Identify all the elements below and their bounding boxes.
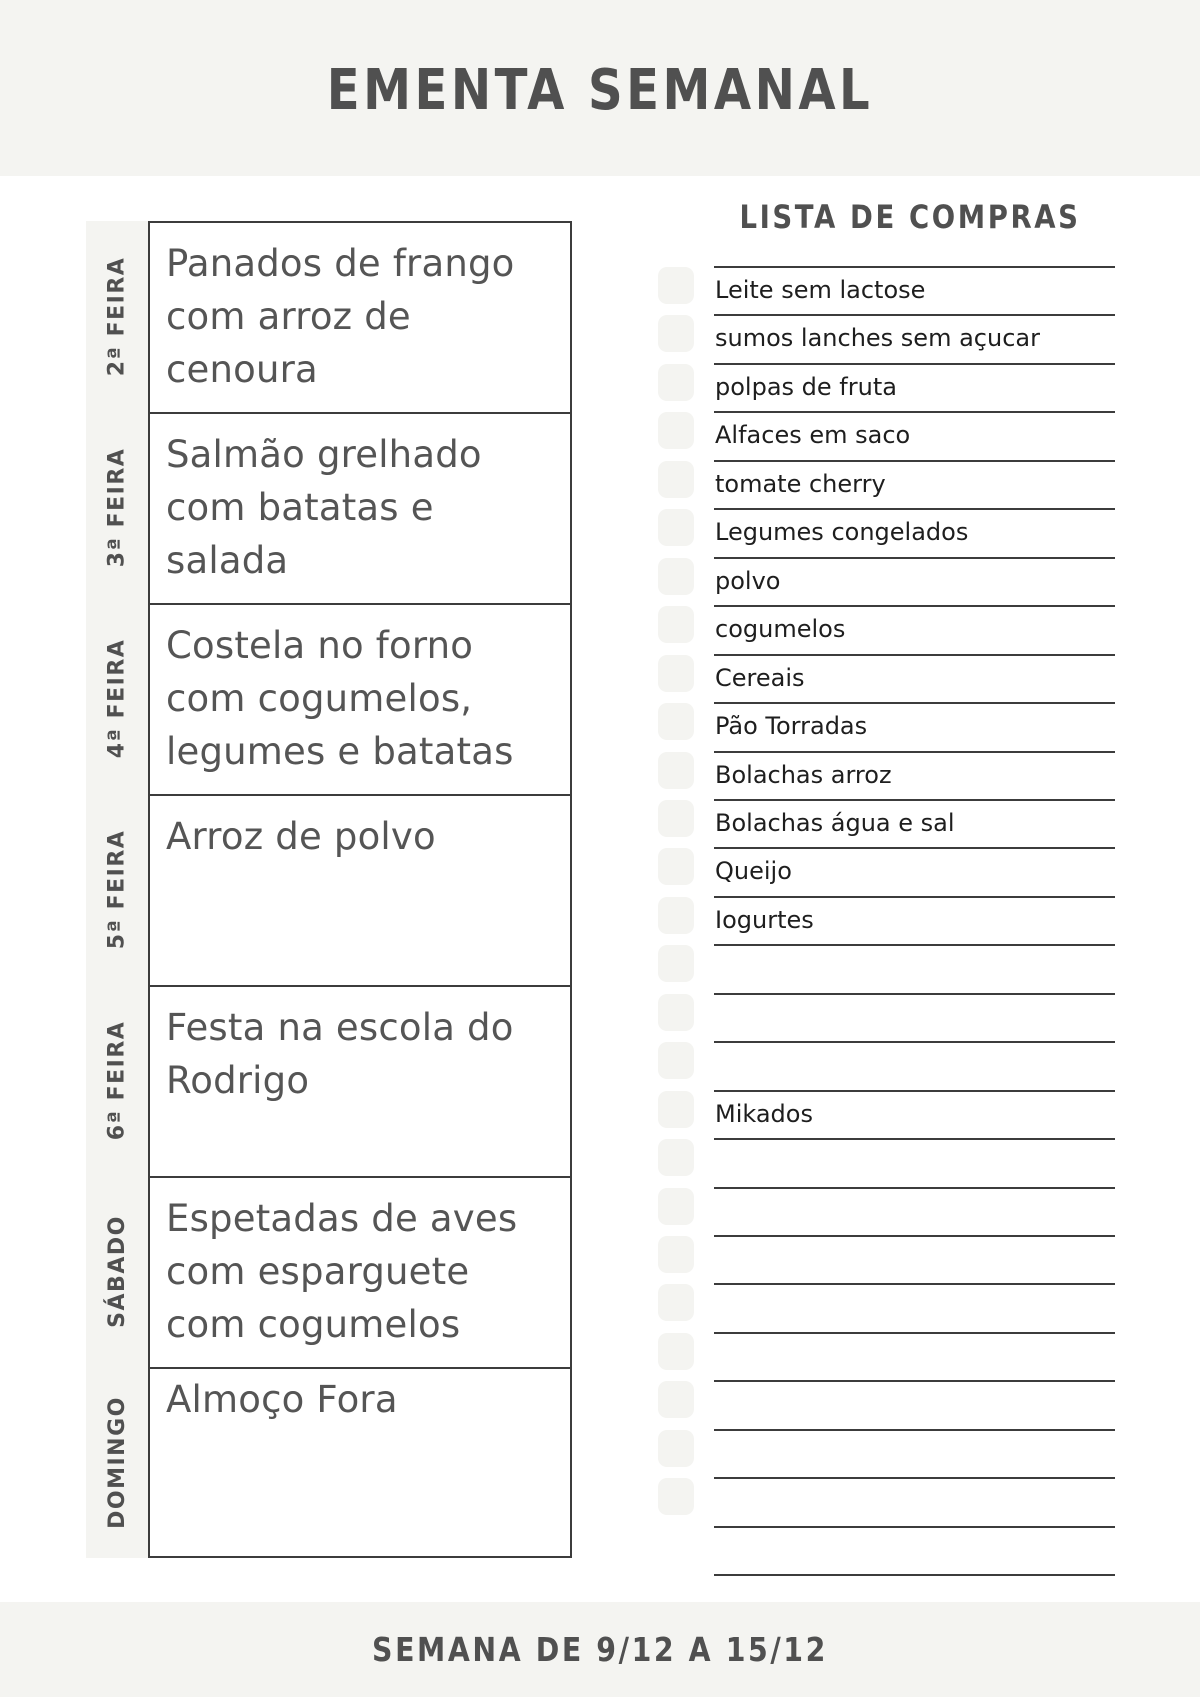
shopping-item-text[interactable]: Iogurtes bbox=[715, 905, 814, 934]
list-rule bbox=[714, 993, 1115, 995]
shopping-item-text[interactable]: Leite sem lactose bbox=[715, 276, 926, 304]
menu-row-tuesday bbox=[150, 414, 570, 605]
day-label-thursday bbox=[86, 794, 148, 985]
page-title: EMENTA SEMANAL bbox=[326, 58, 874, 123]
list-rule bbox=[714, 1526, 1115, 1528]
list-rule bbox=[714, 460, 1115, 462]
checkbox[interactable] bbox=[658, 800, 694, 837]
checkbox[interactable] bbox=[658, 1430, 694, 1467]
list-rule bbox=[714, 799, 1115, 801]
checkbox[interactable] bbox=[658, 994, 694, 1031]
menu-row-monday bbox=[150, 223, 570, 414]
shopping-item-text[interactable]: Mikados bbox=[715, 1099, 813, 1128]
header-band bbox=[0, 0, 1200, 176]
shopping-list-title: LISTA DE COMPRAS bbox=[739, 198, 1081, 236]
day-label-text: DOMINGO bbox=[104, 1396, 130, 1529]
checkbox[interactable] bbox=[658, 1333, 694, 1370]
meal-text[interactable]: Costela no forno com cogumelos, legumes e batatas bbox=[166, 624, 514, 773]
checkbox[interactable] bbox=[658, 1091, 694, 1128]
list-rule bbox=[714, 654, 1115, 656]
checkbox[interactable] bbox=[658, 1188, 694, 1225]
checkbox[interactable] bbox=[658, 509, 694, 546]
list-rule bbox=[714, 1429, 1115, 1431]
shopping-item-text[interactable]: cogumelos bbox=[715, 615, 846, 644]
shopping-item-text[interactable]: polpas de fruta bbox=[715, 372, 897, 401]
checkbox[interactable] bbox=[658, 315, 694, 352]
checkbox[interactable] bbox=[658, 412, 694, 449]
checkbox[interactable] bbox=[658, 945, 694, 982]
list-rule bbox=[714, 702, 1115, 704]
list-rule bbox=[714, 896, 1115, 898]
list-rule bbox=[714, 314, 1115, 316]
list-rule bbox=[714, 1283, 1115, 1285]
list-rule bbox=[714, 557, 1115, 559]
day-label-text: 3ª FEIRA bbox=[104, 447, 130, 568]
shopping-item-text[interactable]: tomate cherry bbox=[715, 469, 886, 498]
checkbox[interactable] bbox=[658, 897, 694, 934]
shopping-item-text[interactable]: Legumes congelados bbox=[715, 518, 969, 547]
list-rule bbox=[714, 944, 1115, 946]
list-rule bbox=[714, 1041, 1115, 1043]
checkbox[interactable] bbox=[658, 703, 694, 740]
footer-band bbox=[0, 1602, 1200, 1697]
list-rule bbox=[714, 508, 1115, 510]
list-rule bbox=[714, 1235, 1115, 1237]
list-rule bbox=[714, 605, 1115, 607]
day-label-saturday bbox=[86, 1176, 148, 1367]
shopping-item-text[interactable]: Pão Torradas bbox=[715, 712, 868, 741]
menu-row-sunday bbox=[150, 1369, 570, 1556]
meal-text[interactable]: Salmão grelhado com batatas e salada bbox=[166, 433, 482, 582]
checkbox[interactable] bbox=[658, 461, 694, 498]
shopping-item-text[interactable]: Queijo bbox=[715, 857, 792, 886]
checkbox[interactable] bbox=[658, 1381, 694, 1418]
menu-row-thursday bbox=[150, 796, 570, 987]
meal-text[interactable]: Festa na escola do Rodrigo bbox=[166, 1006, 514, 1102]
day-label-wednesday bbox=[86, 603, 148, 794]
list-rule bbox=[714, 1090, 1115, 1092]
checkbox[interactable] bbox=[658, 1042, 694, 1079]
list-rule bbox=[714, 1477, 1115, 1479]
meal-text[interactable]: Panados de frango com arroz de cenoura bbox=[166, 242, 515, 391]
list-rule bbox=[714, 1380, 1115, 1382]
meal-text[interactable]: Espetadas de aves com esparguete com cogumelos bbox=[166, 1197, 518, 1346]
weekly-menu-table bbox=[148, 221, 572, 1558]
day-label-text: 2ª FEIRA bbox=[104, 256, 130, 377]
checkbox[interactable] bbox=[658, 655, 694, 692]
meal-text[interactable]: Almoço Fora bbox=[166, 1378, 398, 1421]
week-range-label: SEMANA DE 9/12 A 15/12 bbox=[372, 1630, 828, 1669]
day-label-tuesday bbox=[86, 412, 148, 603]
checkbox[interactable] bbox=[658, 848, 694, 885]
checkbox[interactable] bbox=[658, 1236, 694, 1273]
day-label-text: 6ª FEIRA bbox=[104, 1020, 130, 1141]
shopping-item-text[interactable]: polvo bbox=[715, 566, 781, 595]
shopping-item-text[interactable]: Bolachas arroz bbox=[715, 760, 892, 789]
day-label-text: 5ª FEIRA bbox=[104, 829, 130, 950]
menu-row-wednesday bbox=[150, 605, 570, 796]
meal-text[interactable]: Arroz de polvo bbox=[166, 815, 436, 858]
shopping-item-text[interactable]: Cereais bbox=[715, 663, 805, 692]
list-rule bbox=[714, 1138, 1115, 1140]
shopping-item-text[interactable]: Bolachas água e sal bbox=[715, 808, 955, 837]
list-rule bbox=[714, 847, 1115, 849]
list-rule bbox=[714, 1574, 1115, 1576]
list-rule bbox=[714, 1187, 1115, 1189]
menu-row-saturday bbox=[150, 1178, 570, 1369]
day-label-sunday bbox=[86, 1367, 148, 1558]
list-rule bbox=[714, 1332, 1115, 1334]
checkbox[interactable] bbox=[658, 752, 694, 789]
list-rule bbox=[714, 363, 1115, 365]
list-rule bbox=[714, 411, 1115, 413]
day-label-friday bbox=[86, 985, 148, 1176]
checkbox[interactable] bbox=[658, 364, 694, 401]
menu-row-friday bbox=[150, 987, 570, 1178]
checkbox[interactable] bbox=[658, 267, 694, 304]
day-label-text: 4ª FEIRA bbox=[104, 638, 130, 759]
list-rule bbox=[714, 266, 1115, 268]
checkbox[interactable] bbox=[658, 606, 694, 643]
checkbox[interactable] bbox=[658, 1478, 694, 1515]
list-rule bbox=[714, 751, 1115, 753]
shopping-item-text[interactable]: Alfaces em saco bbox=[715, 421, 911, 450]
checkbox[interactable] bbox=[658, 1284, 694, 1321]
shopping-item-text[interactable]: sumos lanches sem açucar bbox=[715, 324, 1040, 353]
checkbox[interactable] bbox=[658, 1139, 694, 1176]
day-label-monday bbox=[86, 221, 148, 412]
checkbox[interactable] bbox=[658, 558, 694, 595]
day-label-text: SÁBADO bbox=[104, 1215, 130, 1328]
